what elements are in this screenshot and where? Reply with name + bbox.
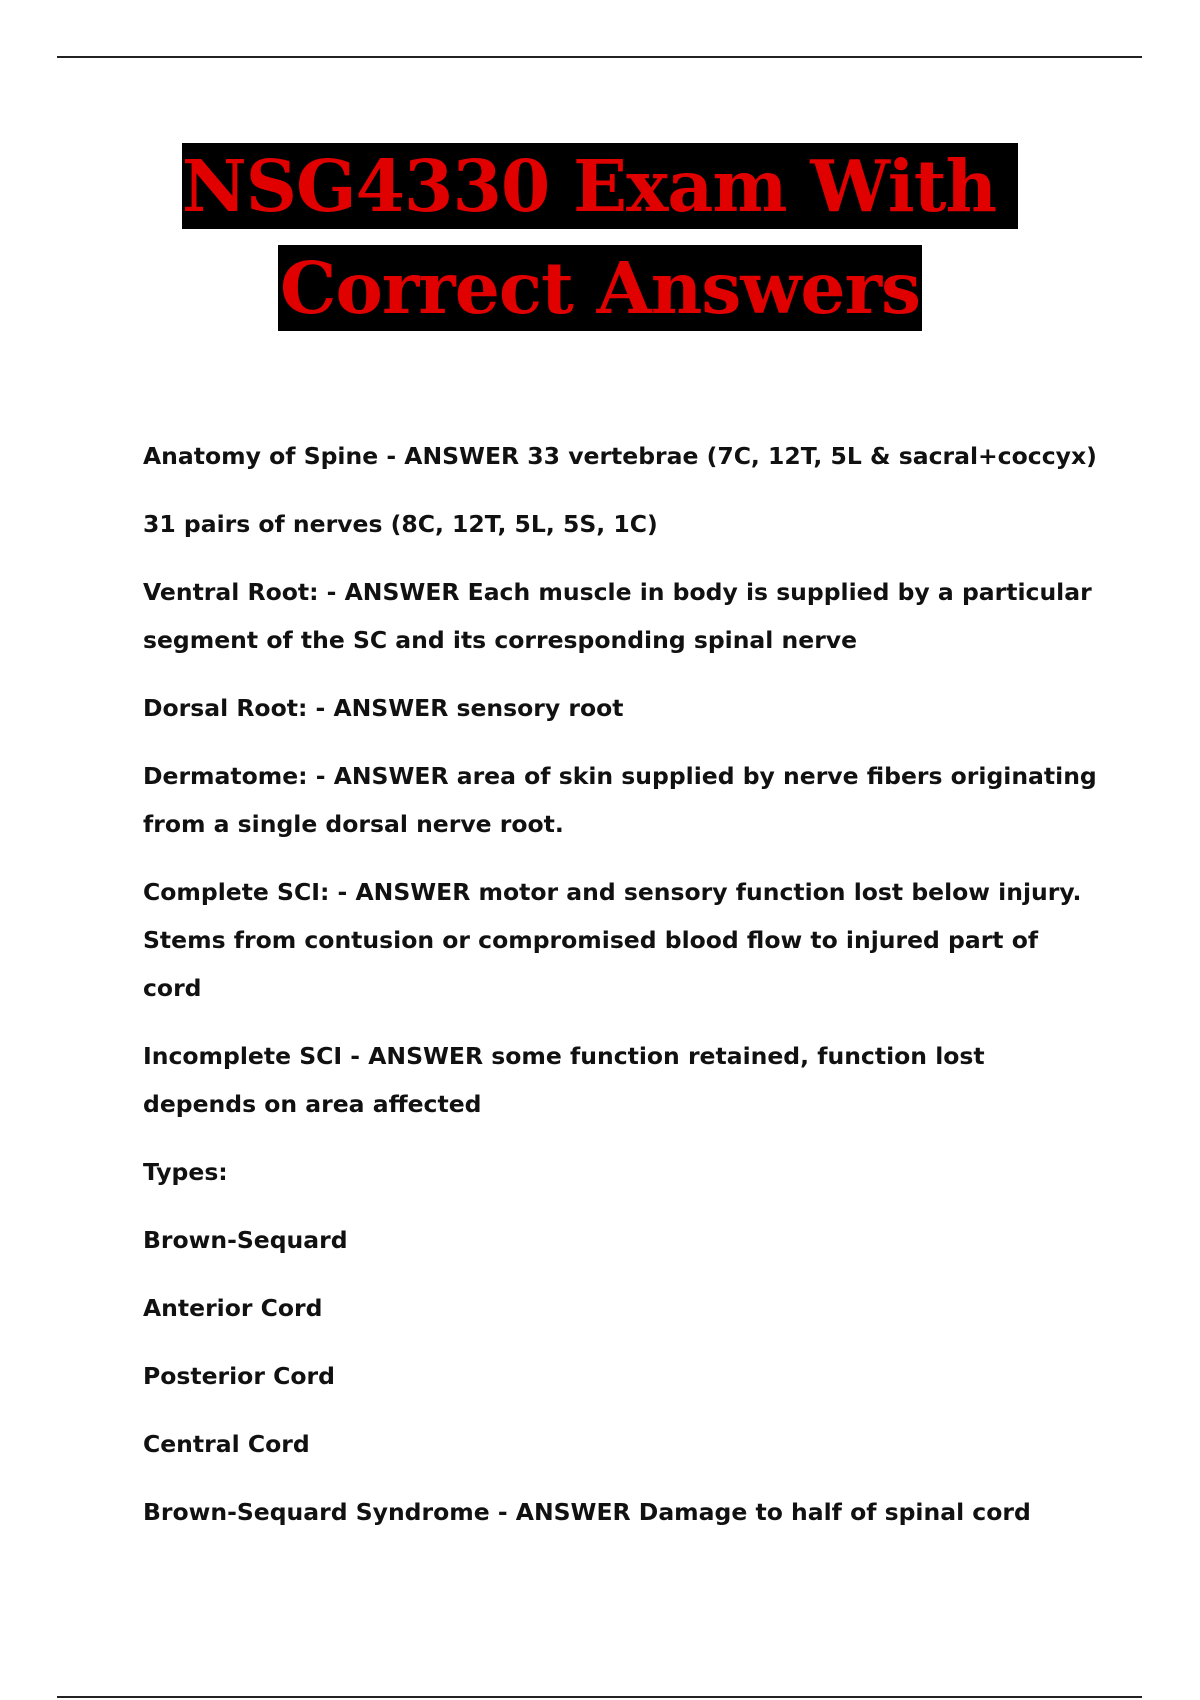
paragraph-ventral-root: Ventral Root: - ANSWER Each muscle in body is supplied by a particular segment of the SC and its corresponding spinal nerve — [143, 578, 1092, 654]
document-title — [0, 143, 1200, 331]
title-line-2: Correct Answers — [280, 246, 920, 330]
paragraph-pairs-of-nerves: 31 pairs of nerves (8C, 12T, 5L, 5S, 1C) — [143, 510, 658, 538]
paragraph-brown-sequard: Brown-Sequard — [143, 1226, 348, 1254]
top-rule — [57, 56, 1142, 58]
paragraph-posterior-cord: Posterior Cord — [143, 1362, 335, 1390]
title-line-1: NSG4330 Exam With — [182, 143, 1018, 229]
document-body — [143, 432, 1103, 1556]
paragraph-anatomy-of-spine: Anatomy of Spine - ANSWER 33 vertebrae (7C, 12T, 5L & sacral+coccyx) — [143, 442, 1097, 470]
paragraph-dorsal-root: Dorsal Root: - ANSWER sensory root — [143, 694, 624, 722]
paragraph-central-cord: Central Cord — [143, 1430, 310, 1458]
paragraph-dermatome: Dermatome: - ANSWER area of skin supplied by nerve fibers originating from a single dorsal nerve root. — [143, 762, 1097, 838]
paragraph-types: Types: — [143, 1158, 228, 1186]
paragraph-brown-sequard-syndrome: Brown-Sequard Syndrome - ANSWER Damage to half of spinal cord — [143, 1498, 1031, 1526]
paragraph-incomplete-sci: Incomplete SCI - ANSWER some function retained, function lost depends on area affected — [143, 1042, 985, 1118]
paragraph-anterior-cord: Anterior Cord — [143, 1294, 323, 1322]
bottom-rule — [57, 1696, 1142, 1698]
paragraph-complete-sci: Complete SCI: - ANSWER motor and sensory function lost below injury. Stems from contusion or compromised blood flow to injured part of cord — [143, 878, 1082, 1002]
